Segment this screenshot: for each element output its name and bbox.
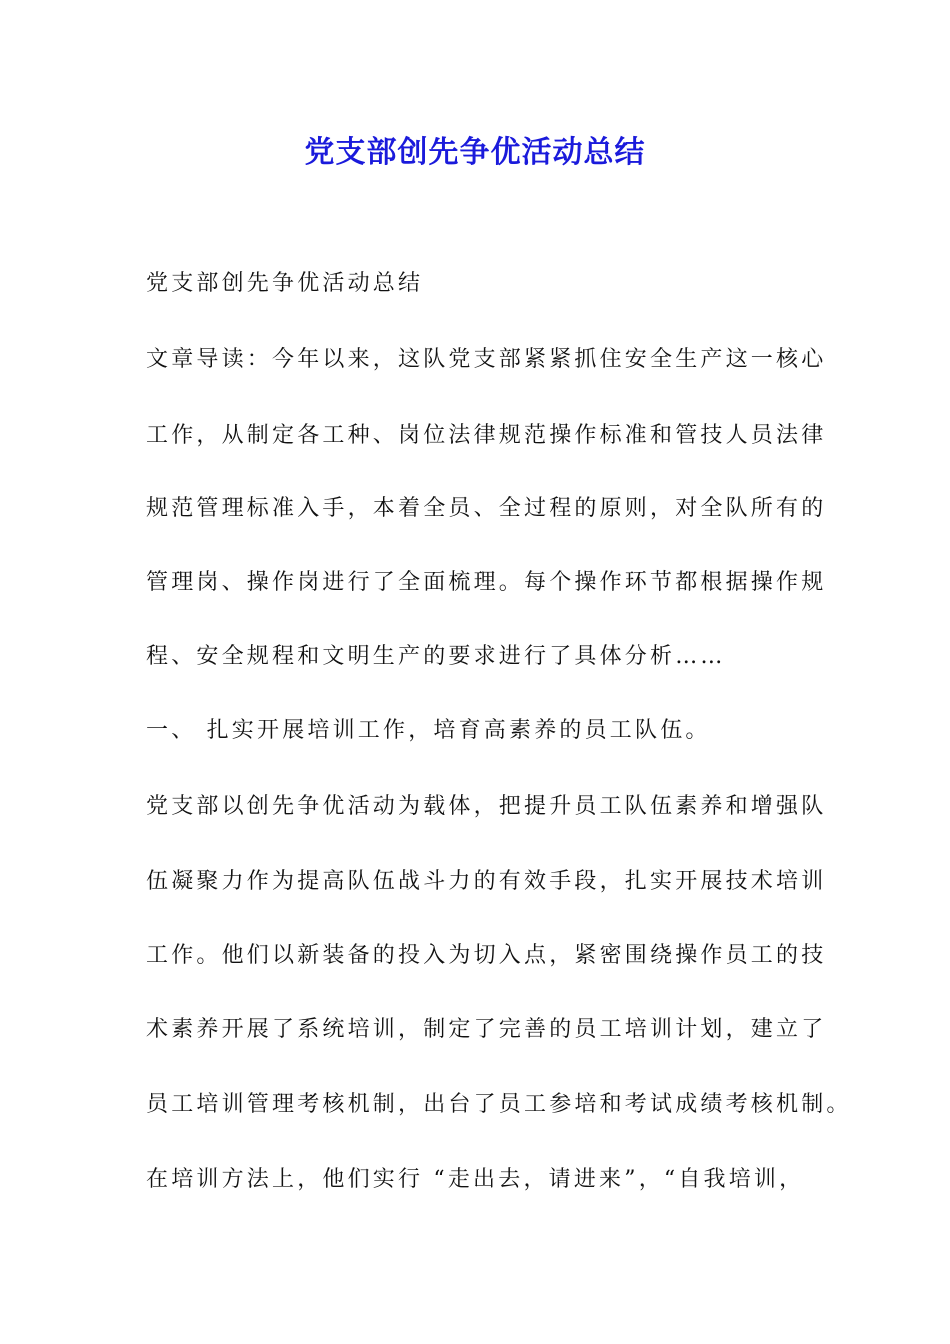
body-line: 规范管理标准入手，本着全员、全过程的原则，对全队所有的	[146, 496, 827, 521]
body-line: 文章导读：今年以来，这队党支部紧紧抓住安全生产这一核心	[146, 347, 827, 372]
document-title: 党支部创先争优活动总结	[304, 135, 646, 170]
section-heading: 一、 扎实开展培训工作，培育高素养的员工队伍。	[146, 718, 711, 743]
body-line: 党支部以创先争优活动为载体，把提升员工队伍素养和增强队	[146, 794, 827, 819]
body-line: 伍凝聚力作为提高队伍战斗力的有效手段，扎实开展技术培训	[146, 869, 827, 894]
body-line: 术素养开展了系统培训，制定了完善的员工培训计划，建立了	[146, 1017, 827, 1042]
body-line-subtitle: 党支部创先争优活动总结	[146, 271, 424, 296]
body-line: 管理岗、操作岗进行了全面梳理。每个操作环节都根据操作规	[146, 570, 827, 595]
body-line: 员工培训管理考核机制，出台了员工参培和考试成绩考核机制。	[146, 1092, 852, 1117]
body-line: 工作，从制定各工种、岗位法律规范操作标准和管技人员法律	[146, 423, 827, 448]
body-line: 程、安全规程和文明生产的要求进行了具体分析……	[146, 644, 726, 669]
body-line: 工作。他们以新装备的投入为切入点，紧密围绕操作员工的技	[146, 943, 827, 968]
body-line: 在培训方法上，他们实行 “走出去，请进来”，“自我培训，	[146, 1167, 805, 1192]
